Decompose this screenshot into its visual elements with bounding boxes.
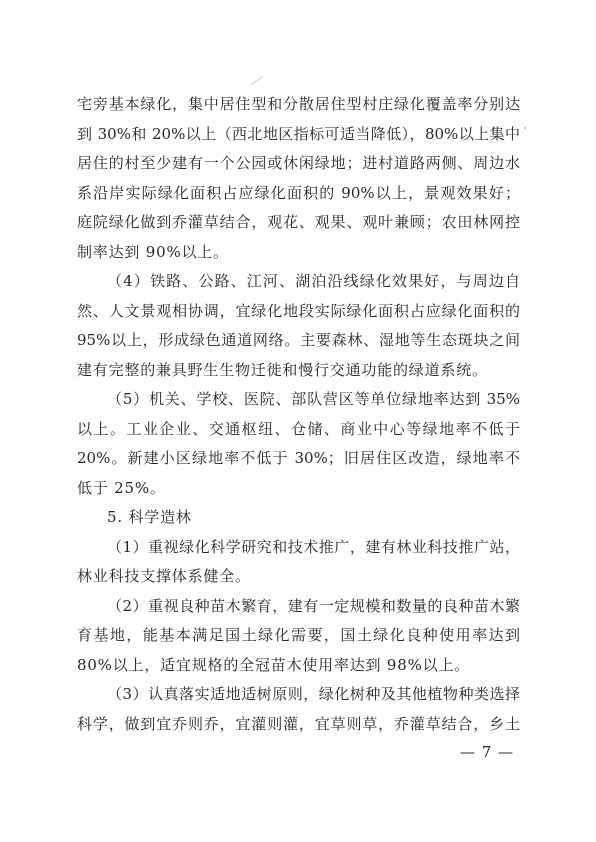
text-line: 科学，做到宜乔则乔，宜灌则灌，宜草则草，乔灌草结合，乡土 [77,714,520,733]
text-line: 然、人文景观相协调，宜绿化地段实际绿化面积占应绿化面积的 [77,301,520,320]
text-line: 低于 25%。 [77,478,166,497]
text-line: （2）重视良种苗木繁育，建有一定规模和数量的良种苗木繁 [107,596,520,615]
text-line: 育基地，能基本满足国土绿化需要，国土绿化良种使用率达到 [77,626,520,644]
text-line: 20%。新建小区绿地率不低于 30%；旧居住区改造，绿地率不 [77,449,520,467]
text-line: 居住的村至少建有一个公园或休闲绿地；进村道路两侧、周边水 [77,154,520,172]
text-line: （3）认真落实适地适树原则，绿化树种及其他植物种类选择 [107,685,520,703]
text-line: 宅旁基本绿化，集中居住型和分散居住型村庄绿化覆盖率分别达 [77,95,520,113]
text-line: 林业科技支撑体系健全。 [77,567,251,585]
text-line: 80%以上，适宜规格的全冠苗木使用率达到 98%以上。 [77,655,471,674]
page-number: — 7 — [459,743,515,761]
section-heading: 5. 科学造林 [107,508,192,526]
text-line: 建有完整的兼具野生生物迁徙和慢行交通功能的绿道系统。 [77,360,488,379]
text-line: （4）铁路、公路、江河、湖泊沿线绿化效果好，与周边自 [107,272,520,290]
text-line: （5）机关、学校、医院、部队营区等单位绿地率达到 35% [107,390,520,408]
text-line: （1）重视绿化科学研究和技术推广，建有林业科技推广站， [107,537,520,556]
body-text [77,90,520,739]
text-line: 制率达到 90%以上。 [77,242,229,261]
text-line: 95%以上，形成绿色通道网络。主要森林、湿地等生态斑块之间 [77,331,520,349]
scan-mark [524,127,526,129]
text-line: 以上。工业企业、交通枢纽、仓储、商业中心等绿地率不低于 [77,419,520,438]
scan-mark [251,76,263,85]
text-line: 庭院绿化做到乔灌草结合，观花、观果、观叶兼顾；农田林网控 [77,213,520,231]
text-line: 系沿岸实际绿化面积占应绿化面积的 90%以上，景观效果好； [77,183,520,202]
text-line: 到 30%和 20%以上（西北地区指标可适当降低），80%以上集中 [77,124,520,143]
